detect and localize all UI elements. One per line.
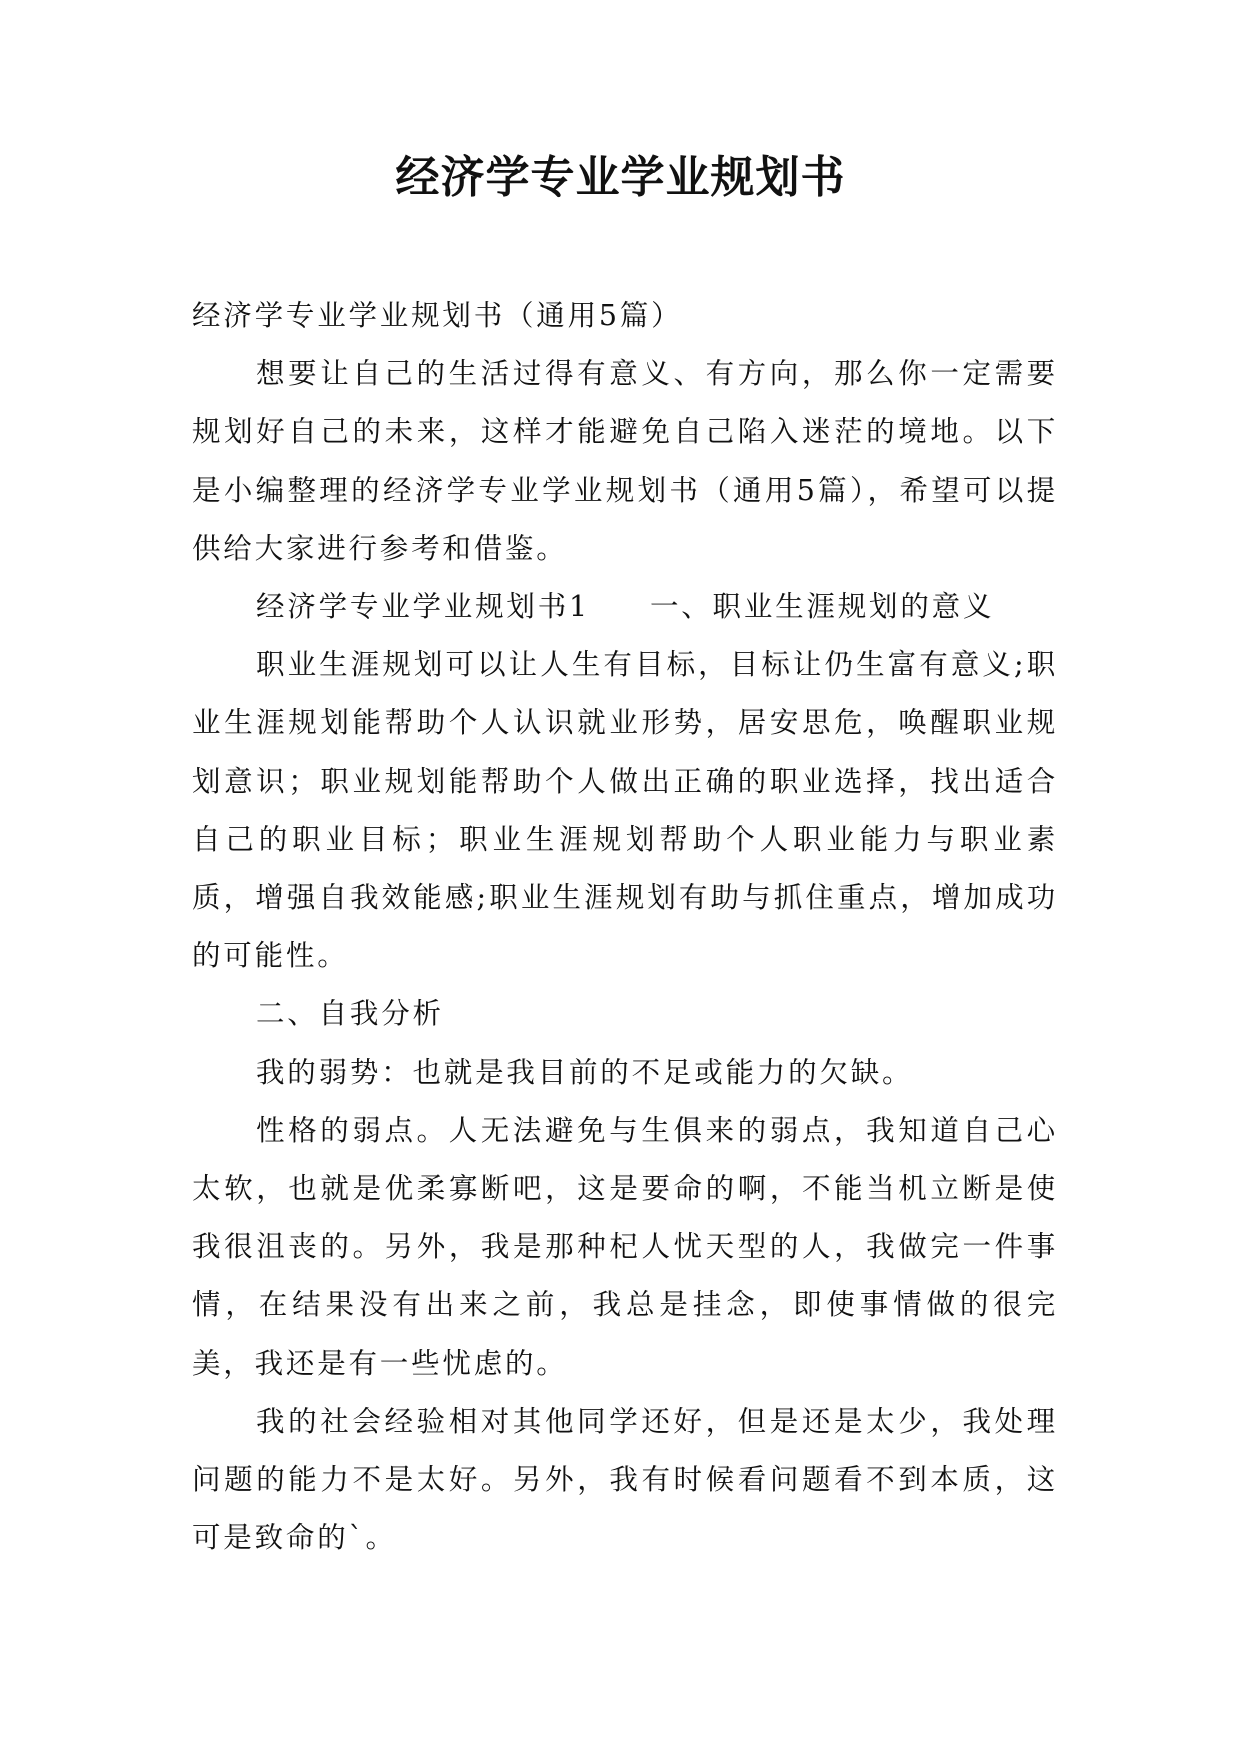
document-body [192,287,1058,1567]
section-heading-meaning: 一、职业生涯规划的意义 [649,590,995,624]
career-planning-paragraph: 职业生涯规划可以让人生有目标，目标让仍生富有意义;职业生涯规划能帮助个人认识就业形势，居安思危，唤醒职业规划意识；职业规划能帮助个人做出正确的职业选择，找出适合自己的职业目标；职业生涯规划帮助个人职业能力与职业素质，增强自我效能感;职业生涯规划有助与抓住重点，增加成功的可能性。 [192,648,1058,973]
document-title: 经济学专业学业规划书 [395,152,846,203]
section-heading-line [192,578,1058,636]
intro-paragraph: 想要让自己的生活过得有意义、有方向，那么你一定需要规划好自己的未来，这样才能避免自己陷入迷茫的境地。以下是小编整理的经济学专业学业规划书（通用5篇），希望可以提供给大家进行参考和借鉴。 [192,357,1058,565]
personality-weakness-paragraph: 性格的弱点。人无法避免与生俱来的弱点，我知道自己心太软，也就是优柔寡断吧，这是要命的啊，不能当机立断是使我很沮丧的。另外，我是那种杞人忧天型的人，我做完一件事情，在结果没有出来之前，我总是挂念，即使事情做的很完美，我还是有一些忧虑的。 [192,1113,1058,1380]
section-heading-self-analysis: 二、自我分析 [256,997,444,1031]
article-heading: 经济学专业学业规划书1 [256,590,590,624]
social-experience-paragraph: 我的社会经验相对其他同学还好，但是还是太少，我处理问题的能力不是太好。另外，我有时候看问题看不到本质，这可是致命的`。 [192,1404,1058,1555]
weakness-paragraph: 我的弱势：也就是我目前的不足或能力的欠缺。 [256,1055,914,1089]
document-subtitle: 经济学专业学业规划书（通用5篇） [192,299,683,332]
